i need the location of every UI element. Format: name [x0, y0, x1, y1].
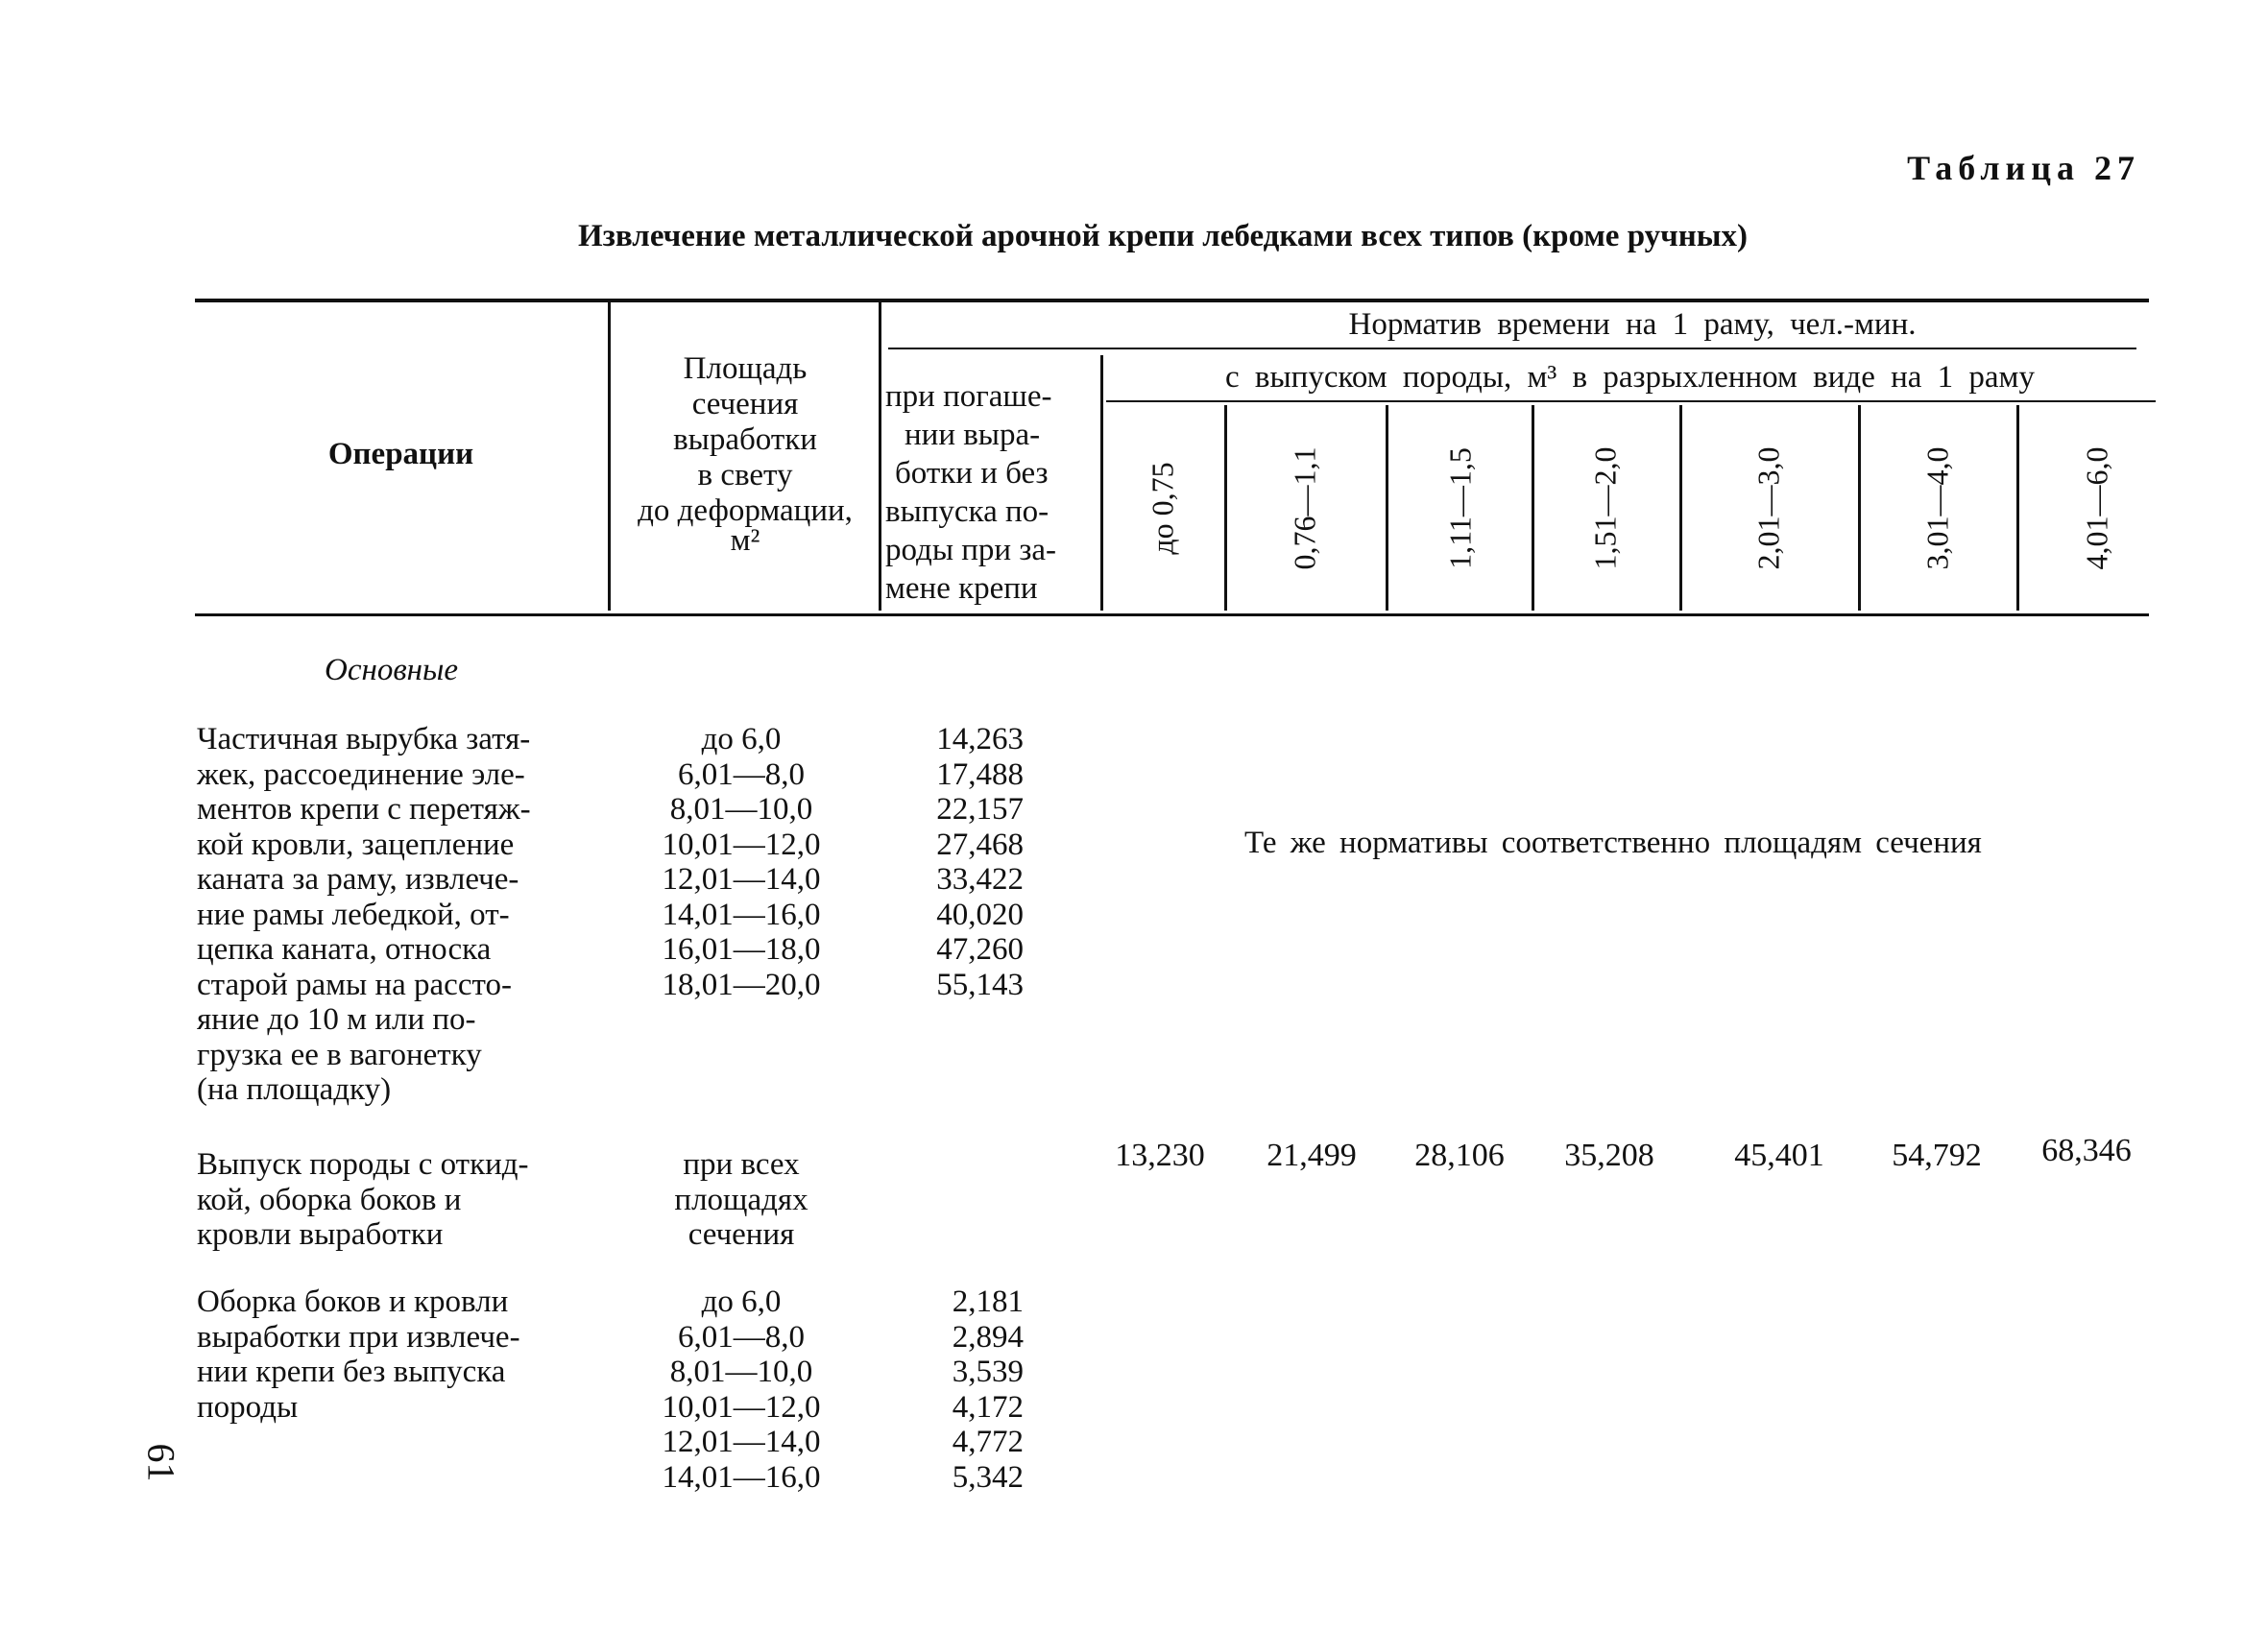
range-header-7: 4,01—6,0 [2079, 446, 2114, 570]
release-value-6: 54,792 [1892, 1138, 1982, 1173]
release-value-2: 21,499 [1267, 1138, 1357, 1173]
table-title: Извлечение металлической арочной крепи лебедками всех типов (кроме ручных) [577, 219, 1749, 253]
header-release: с выпуском породы, м³ в разрыхленном виде на 1 раму [1225, 360, 2035, 395]
table-label: Таблица 27 [1907, 149, 2140, 187]
range-header-1: до 0,75 [1145, 462, 1180, 555]
release-value-3: 28,106 [1414, 1138, 1505, 1173]
release-value-5: 45,401 [1734, 1138, 1824, 1173]
operation-2: Выпуск породы с откид- кой, оборка боков и кровли выработки [197, 1147, 529, 1252]
col-divider-r3 [1532, 405, 1534, 611]
norm-underline [888, 348, 2136, 349]
row1-values: 14,263 17,488 22,157 27,468 33,422 40,020 47,260 55,143 [936, 722, 1024, 1002]
row2-areas: при всех площадях сечения [674, 1147, 808, 1252]
col-divider-r5 [1858, 405, 1861, 611]
header-bottom-rule [195, 613, 2149, 616]
page-number: 61 [139, 1443, 183, 1482]
range-header-4: 1,51—2,0 [1587, 446, 1623, 570]
release-value-1: 13,230 [1115, 1138, 1205, 1173]
col-divider-r2 [1386, 405, 1388, 611]
col-divider-r1 [1224, 405, 1227, 611]
range-header-2: 0,76—1,1 [1287, 446, 1322, 570]
range-header-5: 2,01—3,0 [1750, 446, 1786, 570]
header-operations: Операции [327, 437, 474, 471]
row3-areas: до 6,0 6,01—8,0 8,01—10,0 10,01—12,0 12,01—14,0 14,01—16,0 [662, 1284, 821, 1495]
section-heading: Основные [325, 653, 459, 687]
release-value-7: 68,346 [2041, 1133, 2132, 1168]
table-top-rule [195, 299, 2149, 302]
operation-1: Частичная вырубка затя- жек, рассоединение эле- ментов крепи с перетяж- кой кровли, зацепление каната за раму, извлече- ние рамы лебедкой, от- цепка каната, относка старой рамы на рассто- яние до 10 м или по- грузка ее в вагонетку (на площадку) [197, 722, 531, 1107]
same-norms-note: Те же нормативы соответственно площадям сечения [1244, 826, 1982, 860]
release-underline [1106, 400, 2156, 402]
header-norm: Норматив времени на 1 раму, чел.-мин. [1348, 307, 1917, 342]
release-value-4: 35,208 [1564, 1138, 1654, 1173]
col-divider-r6 [2016, 405, 2019, 611]
range-header-3: 1,11—1,5 [1442, 447, 1478, 569]
col-divider-repay [1100, 355, 1103, 611]
header-repay: при погаше- нии выра- ботки и без выпуска по- роды при за- мене крепи [885, 379, 1057, 606]
range-header-6: 3,01—4,0 [1919, 446, 1955, 570]
operation-3: Оборка боков и кровли выработки при извлече- нии крепи без выпуска породы [197, 1284, 520, 1425]
col-divider-r4 [1679, 405, 1682, 611]
row3-values: 2,181 2,894 3,539 4,172 4,772 5,342 [952, 1284, 1024, 1495]
header-area: Площадь сечения выработки в свету до деформации, м² [638, 351, 853, 558]
row1-areas: до 6,0 6,01—8,0 8,01—10,0 10,01—12,0 12,01—14,0 14,01—16,0 16,01—18,0 18,01—20,0 [662, 722, 821, 1002]
